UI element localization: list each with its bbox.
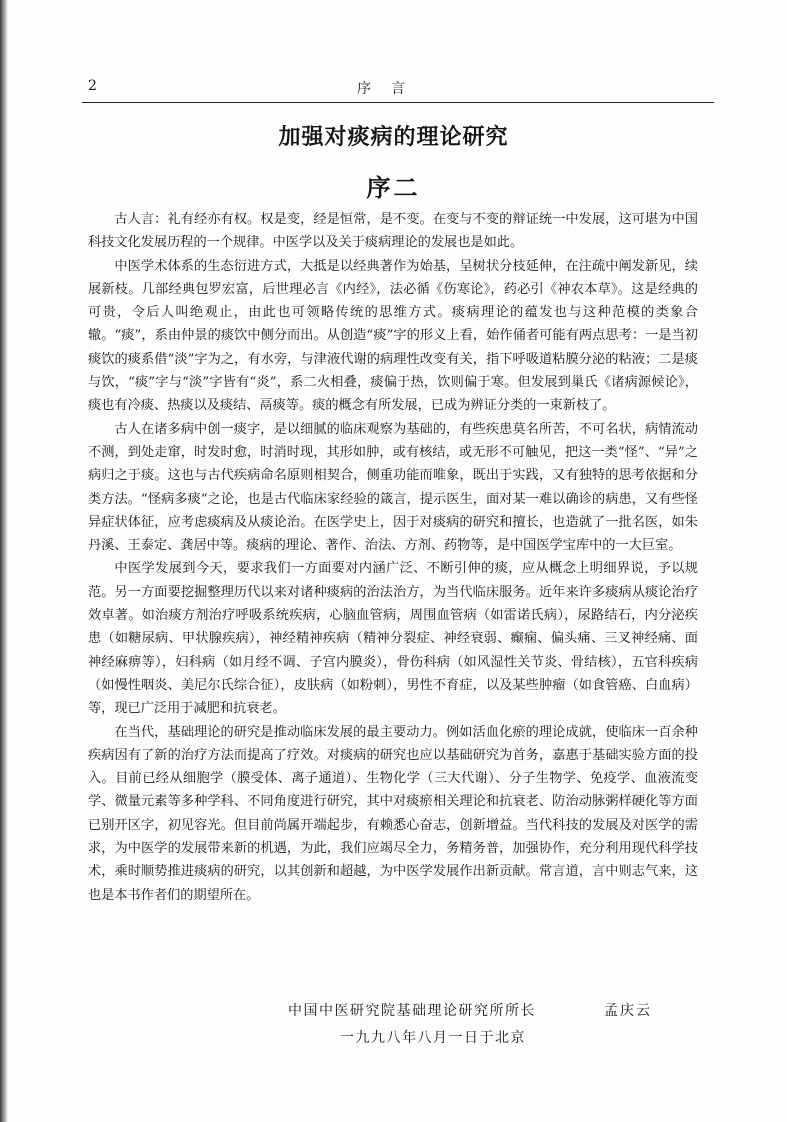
running-head <box>82 76 714 100</box>
page-number: 2 <box>88 78 97 94</box>
signature-person: 孟庆云 <box>604 1003 652 1019</box>
header-rule <box>82 102 714 103</box>
article-body <box>88 208 698 907</box>
paragraph-5: 在当代，基础理论的研究是推动临床发展的最主要动力。例如活血化瘀的理论成就，使临床一百余种疾病因有了新的治疗方法而提高了疗效。对痰病的研究也应以基础研究为首务，嘉惠于基础实验方面的投入。目前已经从细胞学（膜受体、离子通道）、生物化学（三大代谢）、分子生物学、免疫学、血液流变学、微量元素等多种学科、不同角度进行研究，其中对痰瘀相关理论和抗衰老、防治动脉粥样硬化等方面已别开区字，初见容光。但目前尚属开端起步，有赖悉心奋志，创新增益。当代科技的发展及对医学的需求，为中医学的发展带来新的机遇，为此，我们应竭尽全力，务精务普，加强协作，充分利用现代科学技术，乘时顺势推进痰病的研究，以其创新和超越，为中医学发展作出新贡献。常言道，言中则志气来，这也是本书作者们的期望所在。 <box>88 724 698 903</box>
signature-date: 一九九八年八月一日于北京 <box>340 1030 526 1046</box>
paragraph-2: 中医学术体系的生态衍进方式，大抵是以经典著作为始基，呈树状分枝延伸，在注疏中阐发新见，续展新枝。几部经典包罗宏富，后世理必言《内经》，法必循《伤寒论》，药必引《神农本草》。这是经典的可贵，令后人叫绝观止，由此也可领略传统的思维方式。痰病理论的蕴发也与这种范模的类象合辙。“痰”，系由仲景的痰饮中侧分而出。从创造“痰”字的形义上看，始作俑者可能有两点思考：一是当初痰饮的痰系借“淡”字为之，有水旁，与津液代谢的病理性改变有关，指下呼吸道粘膜分泌的粘液；二是痰与饮，“痰”字与“淡”字皆有“炎”，系二火相叠，痰偏于热，饮则偏于寒。但发展到巢氏《诸病源候论》，痰也有冷痰、热痰以及痰结、鬲痰等。痰的概念有所发展，已成为辨证分类的一束新枝了。 <box>88 258 698 414</box>
signature-institution: 中国中医研究院基础理论研究所所长 <box>288 1003 536 1019</box>
paragraph-3: 古人在诸多病中创一痰字，是以细腻的临床观察为基础的，有些疾患莫名所苦，不可名状，病情流动不测，到处走窜，时发时愈，时消时现，其形如肿，或有核结，或无形不可触见，把这一类“怪”、“异”之病归之于痰。这也与古代疾病命名原则相契合，侧重功能而唯象，既出于实践，又有独特的思考依据和分类方法。“怪病多痰”之论，也是古代临床家经验的箴言，提示医生，面对某一难以确诊的病患，又有些怪异症状体征，应考虑痰病及从痰论治。在医学史上，因于对痰病的研究和擅长，也造就了一批名医，如朱丹溪、王泰定、龚居中等。痰病的理论、著作、治法、方剂、药物等，是中国医学宝库中的一大巨室。 <box>88 421 698 554</box>
article-title: 加强对痰病的理论研究 <box>278 124 509 150</box>
article-subtitle: 序二 <box>366 173 421 202</box>
paragraph-4: 中医学发展到今天，要求我们一方面要对内涵广泛、不断引伸的痰，应从概念上明细界说，予以规范。另一方面要挖掘整理历代以来对诸种痰病的治法治方，为当代临床服务。近年来许多痰病从痰论治疗效卓著。如治痰方剂治疗呼吸系统疾病，心脑血管病，周围血管病（如雷诺氏病），尿路结石，内分泌疾患（如糖尿病、甲状腺疾病），神经精神疾病（精神分裂症、神经衰弱、癫痫、偏头痛、三叉神经痛、面神经麻痹等），妇科病（如月经不调、子宫内膜炎），骨伤科病（如风湿性关节炎、骨结核），五官科疾病（如慢性咽炎、美尼尔氏综合征），皮肤病（如粉刺），男性不育症，以及某些肿瘤（如食管癌、白血病）等，现已广泛用于减肥和抗衰老。 <box>88 561 698 717</box>
running-head-section: 序言 <box>357 81 425 97</box>
paragraph-1: 古人言：礼有经亦有权。权是变，经是恒常，是不变。在变与不变的辩证统一中发展，这可堪为中国科技文化发展历程的一个规律。中医学以及关于痰病理论的发展也是如此。 <box>88 212 698 251</box>
